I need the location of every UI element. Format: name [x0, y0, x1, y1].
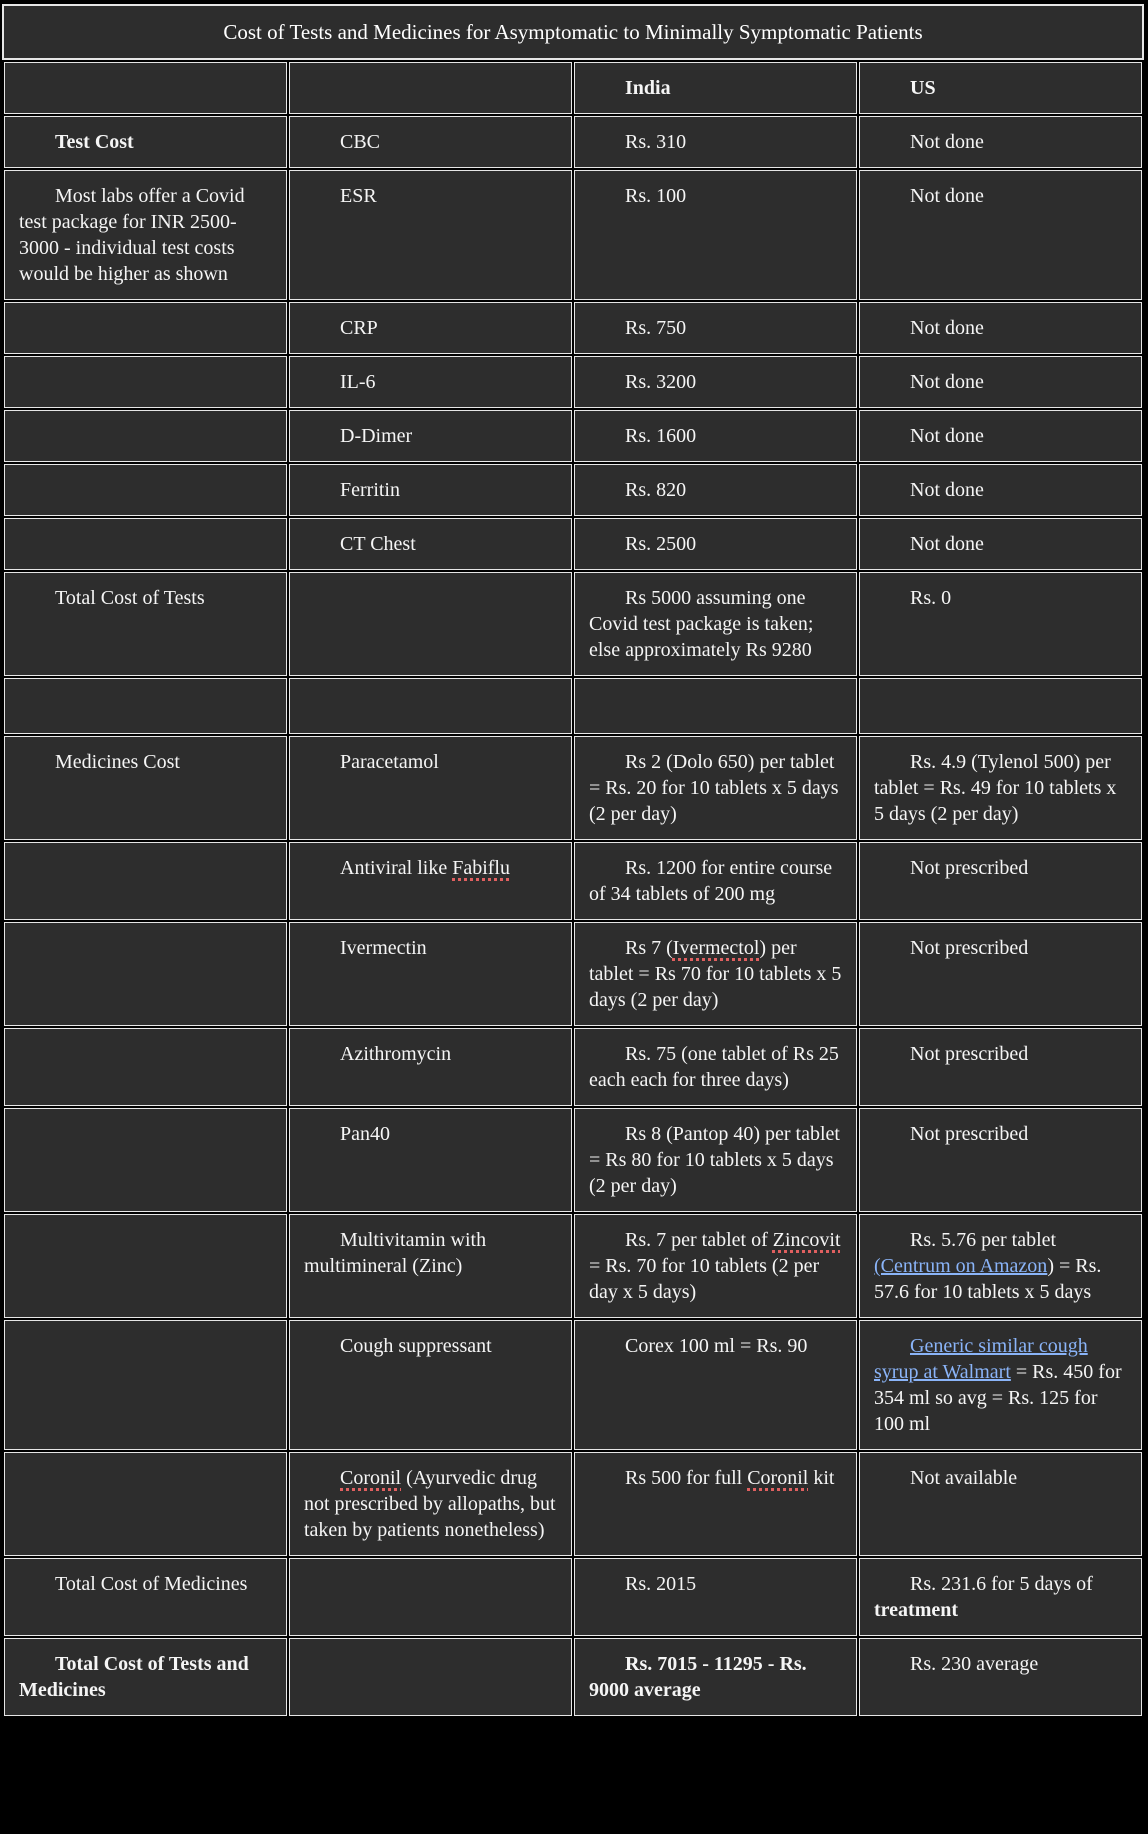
item-cell — [289, 678, 572, 734]
item-cell: Multivitamin with multimineral (Zinc) — [289, 1214, 572, 1318]
table-row — [4, 356, 1142, 408]
table-row — [4, 1320, 1142, 1450]
row-label-cell — [4, 518, 287, 570]
item-cell: Pan40 — [289, 1108, 572, 1212]
india-cell: Rs. 3200 — [574, 356, 857, 408]
header-cell-india: India — [574, 62, 857, 114]
table-row — [4, 1452, 1142, 1556]
item-cell: Antiviral like Fabiflu — [289, 842, 572, 920]
us-cell: Not available — [859, 1452, 1142, 1556]
us-cell: Generic similar cough syrup at Walmart = Rs. 450 for 354 ml so avg = Rs. 125 for 100 ml — [859, 1320, 1142, 1450]
india-cell: Rs. 75 (one tablet of Rs 25 each each for three days) — [574, 1028, 857, 1106]
us-cell: Not prescribed — [859, 1028, 1142, 1106]
row-label-cell — [4, 1214, 287, 1318]
spellcheck-word: Coronil — [747, 1467, 809, 1489]
row-label-cell — [4, 678, 287, 734]
item-cell — [289, 1558, 572, 1636]
table-row — [4, 116, 1142, 168]
row-label-cell: Medicines Cost — [4, 736, 287, 840]
item-cell: IL-6 — [289, 356, 572, 408]
item-cell: Coronil (Ayurvedic drug not prescribed by allopaths, but taken by patients nonetheless) — [289, 1452, 572, 1556]
item-cell: D-Dimer — [289, 410, 572, 462]
table-row — [4, 1214, 1142, 1318]
india-cell: Corex 100 ml = Rs. 90 — [574, 1320, 857, 1450]
us-cell: Not done — [859, 170, 1142, 300]
header-cell-1 — [4, 62, 287, 114]
india-cell: Rs. 1600 — [574, 410, 857, 462]
row-label-cell — [4, 1320, 287, 1450]
row-label-cell — [4, 302, 287, 354]
item-cell: Cough suppressant — [289, 1320, 572, 1450]
table-row — [4, 302, 1142, 354]
us-cell: Not done — [859, 302, 1142, 354]
india-cell: Rs. 2500 — [574, 518, 857, 570]
item-cell: CT Chest — [289, 518, 572, 570]
us-cell: Not done — [859, 116, 1142, 168]
india-cell: Rs. 7015 - 11295 - Rs. 9000 average — [574, 1638, 857, 1716]
row-label-cell — [4, 922, 287, 1026]
row-label-cell — [4, 1108, 287, 1212]
item-cell: CRP — [289, 302, 572, 354]
us-cell: Rs. 231.6 for 5 days of treatment — [859, 1558, 1142, 1636]
row-label-cell: Most labs offer a Covid test package for INR 2500-3000 - individual test costs would be higher as shown — [4, 170, 287, 300]
india-cell: Rs 2 (Dolo 650) per tablet = Rs. 20 for 10 tablets x 5 days (2 per day) — [574, 736, 857, 840]
india-cell: Rs 5000 assuming one Covid test package is taken; else approximately Rs 9280 — [574, 572, 857, 676]
spellcheck-word: Zincovit — [772, 1229, 841, 1251]
us-cell: Not prescribed — [859, 842, 1142, 920]
spellcheck-word: Coronil — [340, 1467, 402, 1489]
india-cell: Rs. 820 — [574, 464, 857, 516]
item-cell: Ferritin — [289, 464, 572, 516]
us-cell: Not done — [859, 464, 1142, 516]
india-cell: Rs. 2015 — [574, 1558, 857, 1636]
cost-table — [2, 60, 1144, 1718]
row-label-cell: Total Cost of Medicines — [4, 1558, 287, 1636]
item-cell — [289, 572, 572, 676]
table-row — [4, 518, 1142, 570]
header-row — [4, 62, 1142, 114]
us-cell: Not done — [859, 410, 1142, 462]
table-row — [4, 1558, 1142, 1636]
item-cell — [289, 1638, 572, 1716]
india-cell: Rs. 310 — [574, 116, 857, 168]
item-cell: Azithromycin — [289, 1028, 572, 1106]
table-row — [4, 842, 1142, 920]
us-cell: Rs. 5.76 per tablet (Centrum on Amazon) = Rs. 57.6 for 10 tablets x 5 days — [859, 1214, 1142, 1318]
india-cell — [574, 678, 857, 734]
india-cell: Rs 8 (Pantop 40) per tablet = Rs 80 for 10 tablets x 5 days (2 per day) — [574, 1108, 857, 1212]
india-cell: Rs 500 for full Coronil kit — [574, 1452, 857, 1556]
header-cell-us: US — [859, 62, 1142, 114]
us-cell: Not done — [859, 356, 1142, 408]
us-cell: Not prescribed — [859, 922, 1142, 1026]
us-cell — [859, 678, 1142, 734]
table-row — [4, 464, 1142, 516]
item-cell: ESR — [289, 170, 572, 300]
us-cell: Rs. 230 average — [859, 1638, 1142, 1716]
row-label-cell: Total Cost of Tests — [4, 572, 287, 676]
row-label-cell — [4, 1452, 287, 1556]
table-row — [4, 170, 1142, 300]
item-cell: Ivermectin — [289, 922, 572, 1026]
row-label-cell: Test Cost — [4, 116, 287, 168]
table-row — [4, 1638, 1142, 1716]
row-label-cell — [4, 410, 287, 462]
india-cell: Rs. 100 — [574, 170, 857, 300]
spellcheck-word: Fabiflu — [452, 857, 510, 879]
us-cell: Not done — [859, 518, 1142, 570]
table-row — [4, 410, 1142, 462]
us-cell: Not prescribed — [859, 1108, 1142, 1212]
header-cell-2 — [289, 62, 572, 114]
spellcheck-word: Ivermectol — [672, 937, 760, 959]
india-cell: Rs 7 (Ivermectol) per tablet = Rs 70 for 10 tablets x 5 days (2 per day) — [574, 922, 857, 1026]
table-row — [4, 1028, 1142, 1106]
walmart-cough-syrup-link[interactable]: Generic similar cough syrup at Walmart — [874, 1335, 1088, 1383]
table-title: Cost of Tests and Medicines for Asymptomatic to Minimally Symptomatic Patients — [2, 4, 1144, 60]
row-label-cell — [4, 1028, 287, 1106]
us-cell: Rs. 4.9 (Tylenol 500) per tablet = Rs. 49 for 10 tablets x 5 days (2 per day) — [859, 736, 1142, 840]
table-row — [4, 1108, 1142, 1212]
row-label-cell — [4, 464, 287, 516]
table-row — [4, 736, 1142, 840]
row-label-cell: Total Cost of Tests and Medicines — [4, 1638, 287, 1716]
table-row — [4, 572, 1142, 676]
india-cell: Rs. 1200 for entire course of 34 tablets of 200 mg — [574, 842, 857, 920]
us-cell: Rs. 0 — [859, 572, 1142, 676]
document — [2, 4, 1144, 1718]
table-row — [4, 922, 1142, 1026]
item-cell: CBC — [289, 116, 572, 168]
india-cell: Rs. 750 — [574, 302, 857, 354]
row-label-cell — [4, 842, 287, 920]
row-label-cell — [4, 356, 287, 408]
centrum-amazon-link[interactable]: (Centrum on Amazon — [874, 1255, 1048, 1277]
empty-row — [4, 678, 1142, 734]
india-cell: Rs. 7 per tablet of Zincovit = Rs. 70 for 10 tablets (2 per day x 5 days) — [574, 1214, 857, 1318]
item-cell: Paracetamol — [289, 736, 572, 840]
